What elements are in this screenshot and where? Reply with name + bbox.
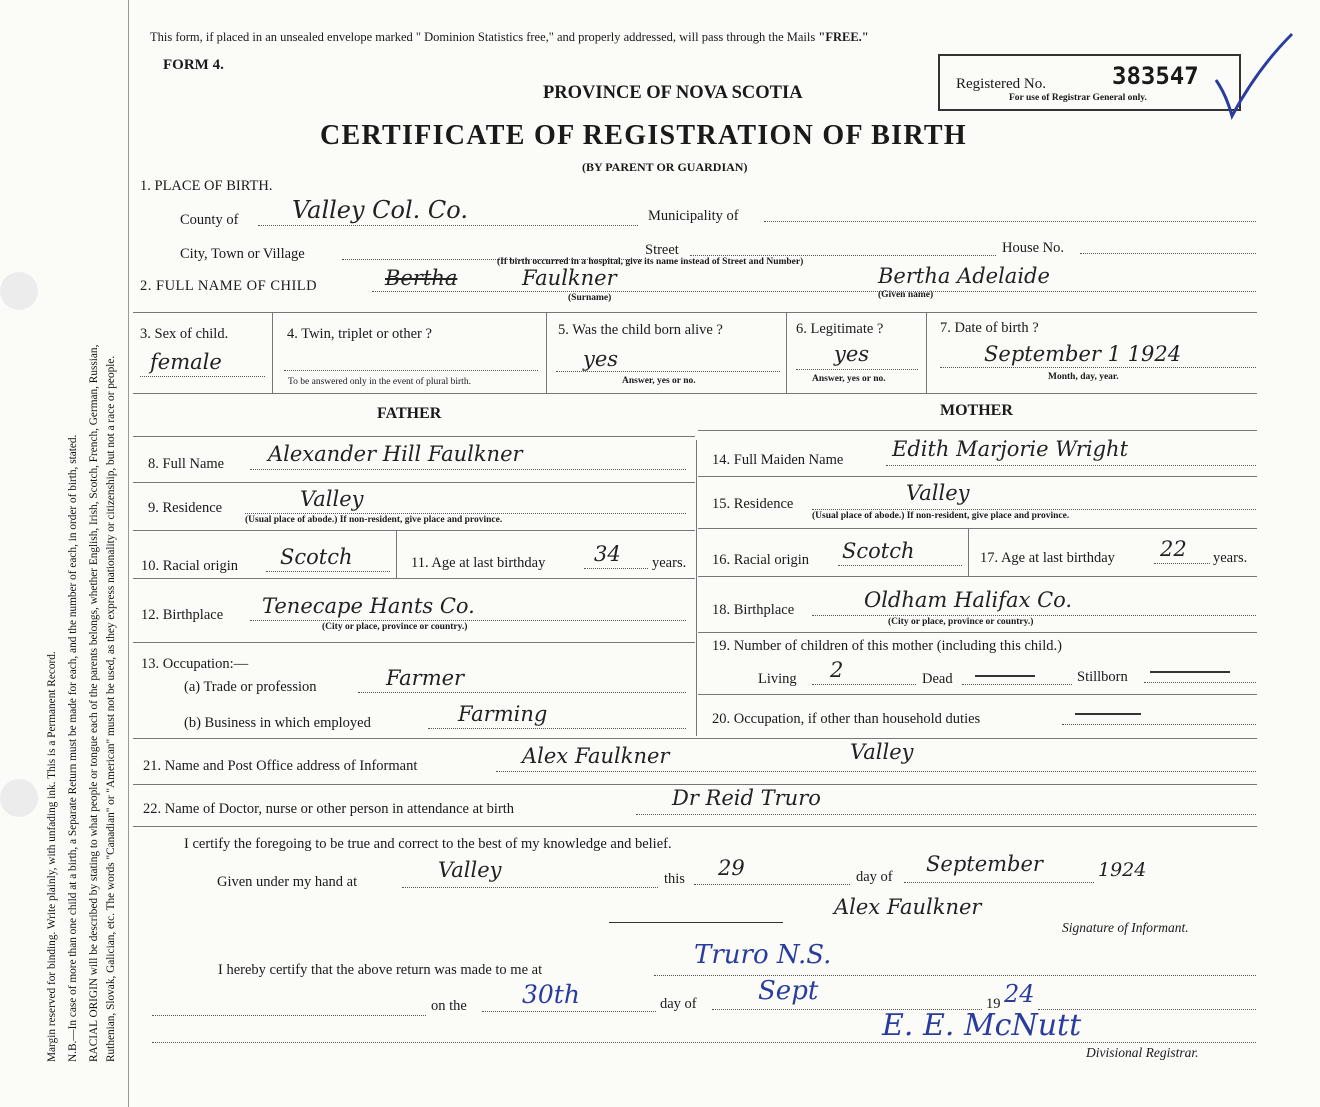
province-heading: PROVINCE OF NOVA SCOTIA <box>543 83 803 103</box>
mother-occupation-label: 20. Occupation, if other than household duties <box>712 711 981 727</box>
certificate-title: CERTIFICATE OF REGISTRATION OF BIRTH <box>320 120 967 151</box>
mother-racial-origin-label: 16. Racial origin <box>712 552 810 568</box>
legitimate-line <box>796 369 918 370</box>
father-racial-origin-line <box>266 571 390 572</box>
father-rule-3 <box>133 530 695 531</box>
surname-caption: (Surname) <box>568 293 612 303</box>
doctor-value: Dr Reid Truro <box>672 786 821 810</box>
father-birthplace-note: (City or place, province or country.) <box>322 622 468 632</box>
registrar-year-prefix: 19 <box>986 996 1001 1012</box>
mother-name-value: Edith Marjorie Wright <box>892 437 1129 461</box>
mother-racial-origin-value: Scotch <box>842 539 915 563</box>
row3-divider-1 <box>272 312 273 393</box>
sex-line <box>140 376 265 377</box>
street-line <box>690 255 996 256</box>
father-birthplace-label: 12. Birthplace <box>141 607 224 623</box>
informant-address: Valley <box>850 740 914 764</box>
postal-notice <box>150 30 869 45</box>
date-of-birth-value: September 1 1924 <box>984 342 1182 366</box>
registrar-caption: Divisional Registrar. <box>1086 1045 1199 1060</box>
county-line <box>258 225 638 226</box>
born-alive-value: yes <box>583 347 619 371</box>
row3-divider-3 <box>786 312 787 393</box>
born-alive-label: 5. Was the child born alive ? <box>558 322 723 338</box>
mother-residence-line <box>812 509 1256 510</box>
registrar-day-line <box>482 1011 656 1012</box>
legitimate-note: Answer, yes or no. <box>812 374 886 384</box>
father-rule-4 <box>133 578 695 579</box>
mother-birthplace-value: Oldham Halifax Co. <box>864 588 1073 612</box>
given-month-line <box>904 882 1094 883</box>
mother-residence-value: Valley <box>906 481 970 505</box>
legitimate-label: 6. Legitimate ? <box>796 321 884 337</box>
this-label: this <box>664 871 685 887</box>
informant-line <box>496 771 1256 772</box>
municipality-line <box>764 221 1256 222</box>
certify-statement: I certify the foregoing to be true and correct to the best of my knowledge and belief. <box>184 836 672 852</box>
mother-children-label: 19. Number of children of this mother (including this child.) <box>712 638 1062 654</box>
mother-top-rule <box>698 430 1257 431</box>
informant-signature: Alex Faulkner <box>834 895 982 919</box>
registrar-note: For use of Registrar General only. <box>1009 93 1147 103</box>
row3-top-border <box>133 312 1257 313</box>
punch-hole-bottom <box>0 779 38 817</box>
punch-hole-top <box>0 272 38 310</box>
child-given-name: Bertha Adelaide <box>878 264 1050 288</box>
father-residence-value: Valley <box>300 487 364 511</box>
father-age-value: 34 <box>594 542 621 566</box>
mother-age-label: 17. Age at last birthday <box>980 550 1115 566</box>
father-residence-note: (Usual place of abode.) If non-resident, give place and province. <box>245 515 503 525</box>
father-trade-line <box>358 692 686 693</box>
on-the-label: on the <box>431 998 467 1014</box>
registrar-bottom-line <box>152 1042 1256 1043</box>
margin-note-multiple-births: N.B.—In case of more than one child at a birth, a Separate Return must be made for each, and the number of each, in order of birth, stated. <box>67 434 79 1062</box>
born-alive-note: Answer, yes or no. <box>622 376 696 386</box>
place-of-birth-label: 1. PLACE OF BIRTH. <box>140 178 273 194</box>
registrar-place-line <box>654 975 1256 976</box>
informant-label: 21. Name and Post Office address of Informant <box>143 758 418 774</box>
postal-free: "FREE." <box>818 30 869 44</box>
registrar-year-suffix: 24 <box>1004 980 1035 1008</box>
mother-years-label: years. <box>1213 550 1248 566</box>
twin-line <box>284 370 538 371</box>
mother-rule-6 <box>698 694 1257 695</box>
county-label: County of <box>180 212 239 228</box>
mother-age-value: 22 <box>1160 537 1187 561</box>
county-value: Valley Col. Co. <box>292 196 468 224</box>
father-racial-origin-label: 10. Racial origin <box>141 558 239 574</box>
hospital-note: (If birth occurred in a hospital, give its name instead of Street and Number) <box>497 257 804 267</box>
registrar-place-value: Truro N.S. <box>694 940 832 970</box>
mother-birthplace-note: (City or place, province or country.) <box>888 617 1034 627</box>
registrar-leading-line <box>152 1015 426 1016</box>
father-name-line <box>250 469 686 470</box>
margin-note-racial-origin-cont: Ruthenian, Slovak, Galician, etc. The words "Canadian" or "American" must not be used, as they express nationality or citizenship, but not a race or people. <box>105 355 117 1062</box>
house-number-label: House No. <box>1002 240 1065 256</box>
mother-dead-label: Dead <box>922 671 953 687</box>
row3-divider-4 <box>926 312 927 393</box>
father-residence-line <box>245 513 686 514</box>
struck-name: Bertha <box>385 266 458 290</box>
father-trade-value: Farmer <box>386 666 465 690</box>
mother-heading: MOTHER <box>940 402 1013 419</box>
mother-stillborn-line <box>1144 682 1256 683</box>
father-heading: FATHER <box>377 405 442 422</box>
mother-living-label: Living <box>758 671 797 687</box>
father-business-label: (b) Business in which employed <box>184 715 371 731</box>
house-number-line <box>1080 253 1256 254</box>
informant-name: Alex Faulkner <box>522 744 670 768</box>
father-residence-label: 9. Residence <box>148 500 223 516</box>
mother-racial-origin-line <box>838 565 962 566</box>
legitimate-value: yes <box>834 342 870 366</box>
date-of-birth-note: Month, day, year. <box>1048 372 1119 382</box>
doctor-bottom-rule <box>133 826 1257 827</box>
given-under-label: Given under my hand at <box>217 874 358 890</box>
given-day-value: 29 <box>718 856 745 880</box>
father-rule-5 <box>133 642 695 643</box>
mother-age-line <box>1154 563 1210 564</box>
municipality-label: Municipality of <box>648 208 739 224</box>
doctor-label: 22. Name of Doctor, nurse or other person in attendance at birth <box>143 801 515 817</box>
child-surname: Faulkner <box>522 266 617 290</box>
signature-underline <box>609 922 783 923</box>
check-mark-icon <box>1210 28 1295 128</box>
mother-birthplace-line <box>812 615 1256 616</box>
mother-stillborn-dash <box>1150 671 1230 673</box>
row3-bottom-border <box>133 393 1257 394</box>
mother-rule-4 <box>698 576 1257 577</box>
street-label: Street <box>645 242 679 258</box>
mother-living-line <box>812 684 916 685</box>
sex-label: 3. Sex of child. <box>140 326 229 342</box>
mother-birthplace-label: 18. Birthplace <box>712 602 795 618</box>
given-caption: (Given name) <box>878 290 934 300</box>
mother-residence-label: 15. Residence <box>712 496 794 512</box>
father-age-line <box>584 568 648 569</box>
father-race-age-divider <box>396 530 397 578</box>
mother-residence-note: (Usual place of abode.) If non-resident, give place and province. <box>812 511 1070 521</box>
given-place-line <box>402 887 658 888</box>
mother-name-line <box>886 465 1256 466</box>
registered-number: 383547 <box>1112 62 1199 90</box>
doctor-top-rule <box>133 784 1257 785</box>
father-rule-2 <box>133 482 695 483</box>
mother-dead-dash <box>975 675 1035 677</box>
given-day-line <box>694 884 850 885</box>
registered-number-box <box>938 54 1241 111</box>
father-business-line <box>428 728 686 729</box>
form-number: FORM 4. <box>163 57 224 73</box>
father-birthplace-line <box>250 620 686 621</box>
given-place-value: Valley <box>438 858 502 882</box>
twin-label: 4. Twin, triplet or other ? <box>287 326 432 342</box>
given-month-value: September <box>926 852 1043 876</box>
mother-rule-3 <box>698 528 1257 529</box>
mother-occupation-dash <box>1075 713 1141 715</box>
date-of-birth-label: 7. Date of birth ? <box>940 320 1039 336</box>
registered-label: Registered No. <box>956 76 1046 92</box>
child-name-line <box>372 291 1256 292</box>
informant-top-rule <box>133 738 1257 739</box>
mother-stillborn-label: Stillborn <box>1077 669 1128 685</box>
father-age-label: 11. Age at last birthday <box>411 555 546 571</box>
date-of-birth-line <box>940 367 1256 368</box>
father-name-label: 8. Full Name <box>148 456 225 472</box>
mother-dead-line <box>962 684 1072 685</box>
signature-caption: Signature of Informant. <box>1062 920 1189 935</box>
given-year-value: 1924 <box>1098 859 1147 881</box>
registrar-day-of-label: day of <box>660 996 697 1012</box>
registrar-day-value: 30th <box>522 980 580 1009</box>
born-alive-line <box>556 371 780 372</box>
registrar-month-value: Sept <box>758 976 819 1006</box>
father-years-label: years. <box>652 555 687 571</box>
father-business-value: Farming <box>458 702 548 726</box>
registrar-statement: I hereby certify that the above return was made to me at <box>218 962 543 978</box>
father-trade-label: (a) Trade or profession <box>184 679 317 695</box>
margin-note-binding: Margin reserved for binding. Write plainly, with unfading ink. This is a Permanent Record. <box>46 651 58 1062</box>
registrar-signature: E. E. McNutt <box>882 1008 1082 1043</box>
father-occupation-label: 13. Occupation:— <box>141 656 249 672</box>
postal-notice-text: This form, if placed in an unsealed envelope marked " Dominion Statistics free," and properly addressed, will pass through the Mails <box>150 30 816 44</box>
city-label: City, Town or Village <box>180 246 305 262</box>
twin-note: To be answered only in the event of plural birth. <box>288 377 471 387</box>
row3-divider-2 <box>546 312 547 393</box>
full-name-of-child-label: 2. FULL NAME OF CHILD <box>140 278 318 294</box>
margin-note-racial-origin: RACIAL ORIGIN will be described by stating to what people or tongue each of the parents belongs, whether English, Irish, Scotch, French, German, Russian, <box>88 344 100 1062</box>
father-name-value: Alexander Hill Faulkner <box>268 442 523 466</box>
mother-living-value: 2 <box>830 658 844 682</box>
binding-margin-line <box>128 0 129 1107</box>
father-birthplace-value: Tenecape Hants Co. <box>262 594 475 618</box>
mother-name-label: 14. Full Maiden Name <box>712 452 844 468</box>
sex-value: female <box>150 350 222 374</box>
parents-center-divider <box>696 440 697 736</box>
father-top-rule <box>133 436 695 437</box>
day-of-label: day of <box>856 869 893 885</box>
certificate-subtitle: (BY PARENT OR GUARDIAN) <box>582 160 748 174</box>
mother-occupation-line <box>1062 724 1256 725</box>
mother-rule-2 <box>698 476 1257 477</box>
mother-rule-5 <box>698 632 1257 633</box>
mother-race-age-divider <box>968 528 969 576</box>
father-racial-origin-value: Scotch <box>280 545 353 569</box>
doctor-line <box>636 814 1256 815</box>
